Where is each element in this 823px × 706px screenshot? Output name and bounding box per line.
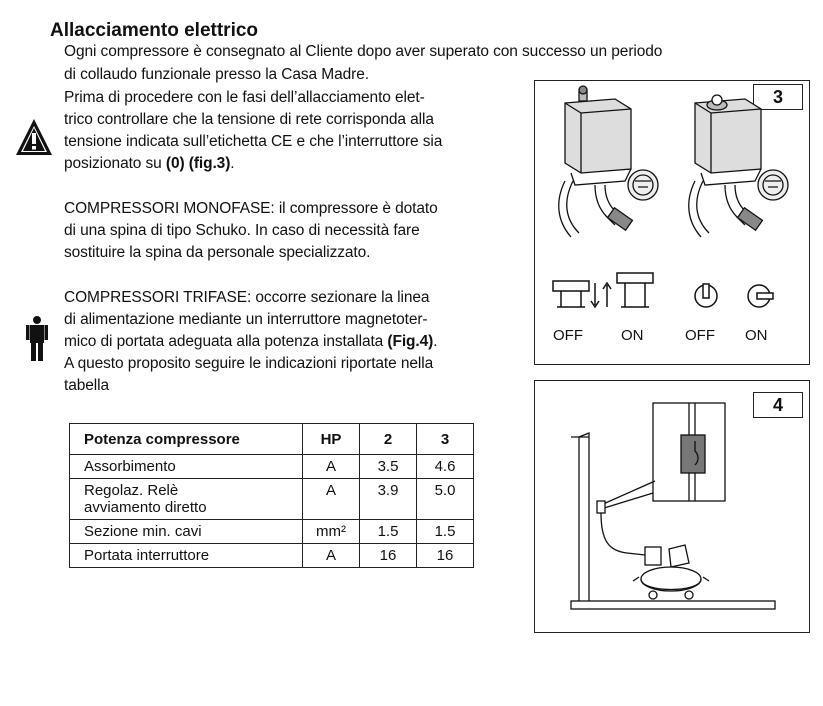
table-header: 3 [417,424,474,455]
table-cell: 4.6 [417,455,474,479]
on-label: ON [745,327,768,344]
text-fragment: . [433,333,438,350]
table-cell: Assorbimento [70,455,303,479]
table-row [70,455,474,479]
push-button-symbols [553,273,773,307]
fig3-ref: (fig.3) [188,155,231,172]
section-heading: Allacciamento elettrico [50,20,259,41]
text-line: COMPRESSORI MONOFASE: il compressore è dotato [64,200,438,217]
off-label: OFF [685,327,715,344]
table-cell: 16 [360,544,417,568]
table-cell: 5.0 [417,479,474,520]
text-line: COMPRESSORI TRIFASE: occorre sezionare la linea [64,289,430,306]
text-line: tabella [64,377,109,394]
table-header: HP [303,424,360,455]
text-fragment: posizionato su [64,155,166,172]
text-line: tensione indicata sull’etichetta CE e che l’interruttore sia [64,133,443,150]
figure-4 [534,380,810,633]
text-fragment: mico di portata adeguata alla potenza installata [64,333,388,350]
cell-line: Regolaz. Relè [84,482,179,499]
table-row [70,479,474,520]
table-row [70,544,474,568]
cell-line: avviamento diretto [84,499,207,516]
text-line: A questo proposito seguire le indicazioni riportate nella [64,355,434,372]
table-row [70,520,474,544]
text-line: di collaudo funzionale presso la Casa Madre. [64,66,369,83]
table-header-row [70,424,474,455]
text-fragment: . [230,155,235,172]
fig4-ref: (Fig.4) [387,333,434,350]
table-cell: 1.5 [360,520,417,544]
table-cell: Sezione min. cavi [70,520,303,544]
table-cell: Portata interruttore [70,544,303,568]
table-cell [70,479,303,520]
table-cell: 3.9 [360,479,417,520]
off-position-ref: (0) [165,155,185,172]
table-cell: A [303,479,360,520]
off-label: OFF [553,327,583,344]
figure-number: 4 [753,392,803,418]
table-cell: mm² [303,520,360,544]
text-line [64,155,235,173]
on-label: ON [621,327,644,344]
table-header: Potenza compressore [70,424,303,455]
text-line: sostituire la spina da personale specializzato. [64,244,371,261]
text-line: trico controllare che la tensione di rete corrisponda alla [64,111,434,128]
text-line: Prima di procedere con le fasi dell’allacciamento elet- [64,89,425,106]
figure-3 [534,80,810,365]
person-icon [26,316,48,367]
figure-number: 3 [753,84,803,110]
table-header: 2 [360,424,417,455]
table-cell: 16 [417,544,474,568]
spec-table [69,423,474,568]
pressure-switch-illustration [535,81,809,364]
table-cell: A [303,544,360,568]
text-line: di una spina di tipo Schuko. In caso di necessità fare [64,222,420,239]
installation-illustration [535,381,809,632]
text-line: di alimentazione mediante un interruttore magnetoter- [64,311,428,328]
table-cell: A [303,455,360,479]
table-cell: 3.5 [360,455,417,479]
table-cell: 1.5 [417,520,474,544]
warning-triangle-icon [14,117,54,162]
text-line [64,333,437,351]
text-line: Ogni compressore è consegnato al Cliente dopo aver superato con successo un periodo [64,43,663,60]
